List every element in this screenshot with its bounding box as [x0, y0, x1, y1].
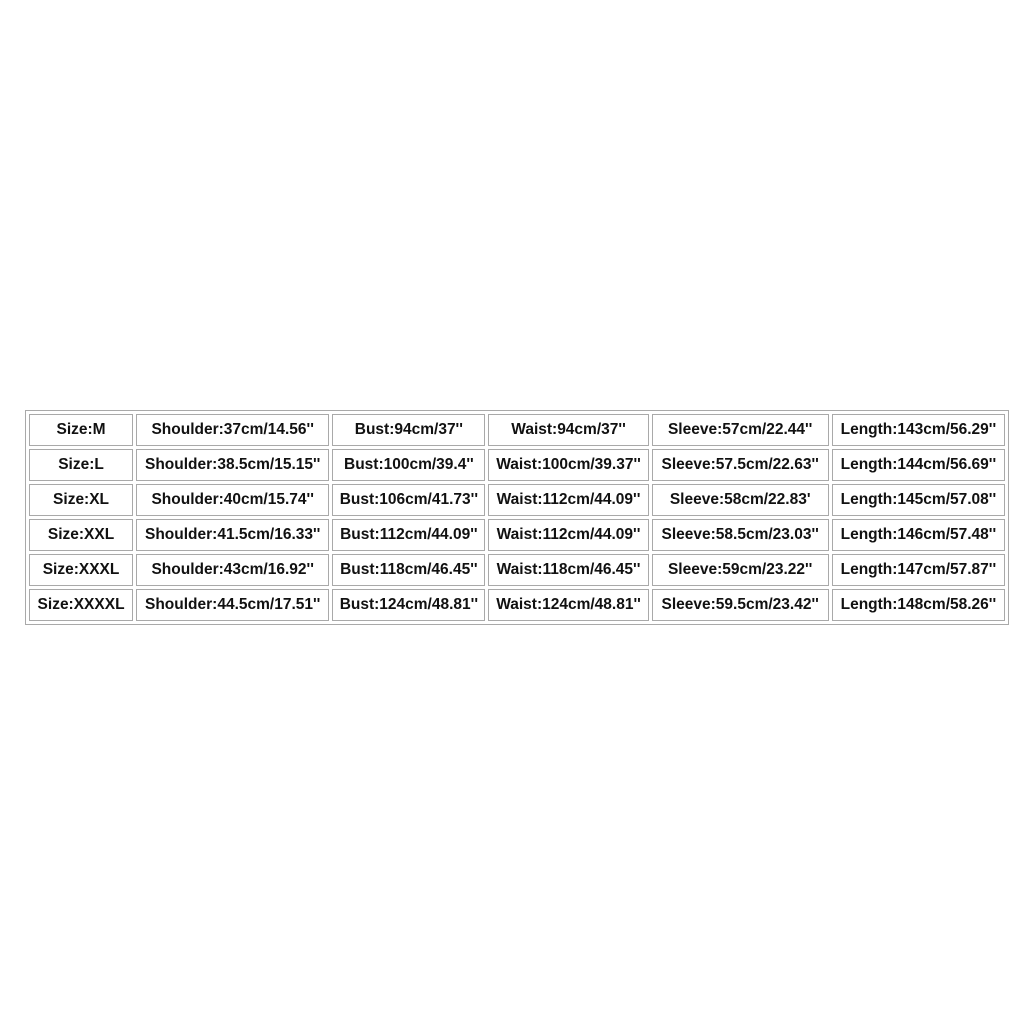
waist-cell: Waist:112cm/44.09'' [488, 484, 648, 516]
length-cell: Length:146cm/57.48'' [832, 519, 1005, 551]
waist-cell: Waist:94cm/37'' [488, 414, 648, 446]
size-cell: Size:XXL [29, 519, 133, 551]
waist-cell: Waist:112cm/44.09'' [488, 519, 648, 551]
sleeve-cell: Sleeve:59.5cm/23.42'' [652, 589, 829, 621]
sleeve-cell: Sleeve:58.5cm/23.03'' [652, 519, 829, 551]
waist-cell: Waist:118cm/46.45'' [488, 554, 648, 586]
bust-cell: Bust:100cm/39.4'' [332, 449, 485, 481]
bust-cell: Bust:112cm/44.09'' [332, 519, 485, 551]
size-cell: Size:L [29, 449, 133, 481]
bust-cell: Bust:118cm/46.45'' [332, 554, 485, 586]
table-row [29, 449, 1005, 481]
shoulder-cell: Shoulder:43cm/16.92'' [136, 554, 329, 586]
length-cell: Length:145cm/57.08'' [832, 484, 1005, 516]
bust-cell: Bust:124cm/48.81'' [332, 589, 485, 621]
shoulder-cell: Shoulder:38.5cm/15.15'' [136, 449, 329, 481]
size-cell: Size:XXXL [29, 554, 133, 586]
table-row [29, 484, 1005, 516]
size-cell: Size:M [29, 414, 133, 446]
sleeve-cell: Sleeve:58cm/22.83' [652, 484, 829, 516]
table-row [29, 589, 1005, 621]
sleeve-cell: Sleeve:59cm/23.22'' [652, 554, 829, 586]
waist-cell: Waist:124cm/48.81'' [488, 589, 648, 621]
sleeve-cell: Sleeve:57cm/22.44'' [652, 414, 829, 446]
length-cell: Length:143cm/56.29'' [832, 414, 1005, 446]
size-chart-table [25, 410, 1009, 625]
shoulder-cell: Shoulder:40cm/15.74'' [136, 484, 329, 516]
length-cell: Length:147cm/57.87'' [832, 554, 1005, 586]
length-cell: Length:148cm/58.26'' [832, 589, 1005, 621]
table-row [29, 414, 1005, 446]
size-cell: Size:XXXXL [29, 589, 133, 621]
shoulder-cell: Shoulder:44.5cm/17.51'' [136, 589, 329, 621]
table-row [29, 519, 1005, 551]
shoulder-cell: Shoulder:37cm/14.56'' [136, 414, 329, 446]
waist-cell: Waist:100cm/39.37'' [488, 449, 648, 481]
table-row [29, 554, 1005, 586]
sleeve-cell: Sleeve:57.5cm/22.63'' [652, 449, 829, 481]
size-cell: Size:XL [29, 484, 133, 516]
bust-cell: Bust:94cm/37'' [332, 414, 485, 446]
bust-cell: Bust:106cm/41.73'' [332, 484, 485, 516]
shoulder-cell: Shoulder:41.5cm/16.33'' [136, 519, 329, 551]
length-cell: Length:144cm/56.69'' [832, 449, 1005, 481]
